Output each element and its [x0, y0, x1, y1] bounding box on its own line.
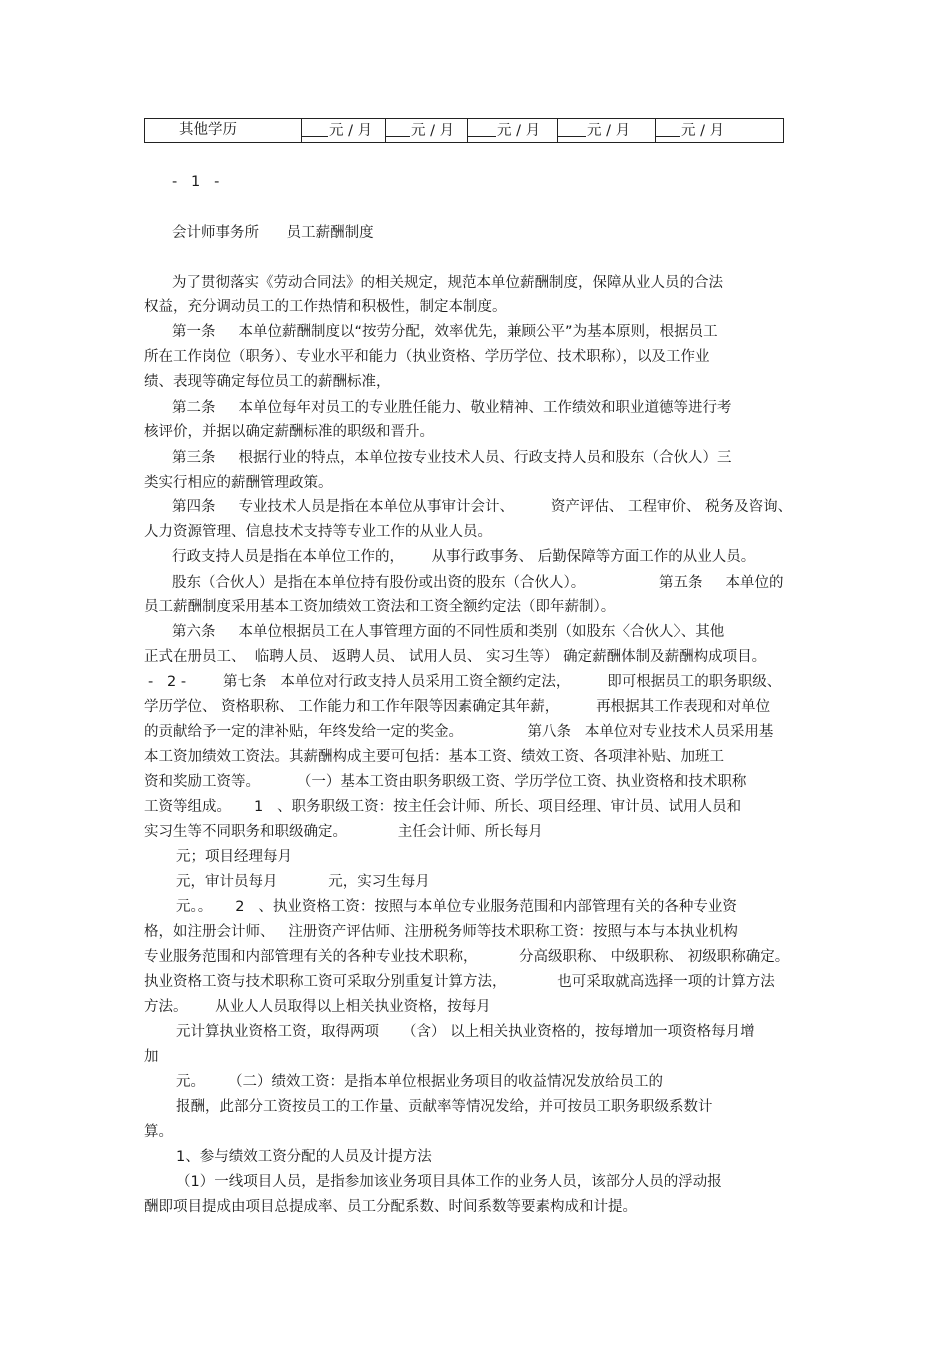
body-line: 正式在册员工、 临聘人员、 返聘人员、 试用人员、 实习生等） 确定薪酬体制及薪酬构成项目。	[144, 649, 767, 665]
body-line: 权益，充分调动员工的工作热情和积极性，制定本制度。	[144, 299, 507, 315]
table-cell-amount	[385, 119, 467, 142]
body-line: 元。。 2 、执业资格工资：按照与本单位专业服务范围和内部管理有关的各种专业资	[176, 899, 737, 915]
table-cell-amount	[655, 119, 783, 142]
body-line: 第六条 本单位根据员工在人事管理方面的不同性质和类别（如股东〈合伙人〉、其他	[172, 624, 725, 640]
page-number-1: - 1 -	[172, 174, 220, 190]
amount-unit: 元 / 月	[329, 123, 373, 139]
body-line: 方法。 从业人人员取得以上相关执业资格，按每月	[144, 999, 491, 1015]
amount-unit: 元 / 月	[681, 123, 725, 139]
body-line: 学历学位、 资格职称、 工作能力和工作年限等因素确定其年薪， 再根据其工作表现和对单位	[144, 699, 771, 715]
body-line: 本工资加绩效工资法。其薪酬构成主要可包括：基本工资、绩效工资、各项津补贴、加班工	[144, 749, 724, 765]
body-line: - 2 - 第七条 本单位对行政支持人员采用工资全额约定法， 即可根据员工的职务职级、	[148, 674, 782, 690]
amount-unit: 元 / 月	[587, 123, 631, 139]
body-line: 的贡献给予一定的津补贴，年终发给一定的奖金。 第八条 本单位对专业技术人员采用基	[144, 724, 774, 740]
body-line: 工资等组成。 1 、职务职级工资：按主任会计师、所长、项目经理、审计员、试用人员和	[144, 799, 742, 815]
body-line: 为了贯彻落实《劳动合同法》的相关规定，规范本单位薪酬制度，保障从业人员的合法	[172, 275, 723, 291]
body-line: 加	[144, 1049, 159, 1065]
body-line: 执业资格工资与技术职称工资可采取分别重复计算方法， 也可采取就高选择一项的计算方法	[144, 974, 775, 990]
body-line: 格，如注册会计师、 注册资产评估师、注册税务师等技术职称工资：按照与本与本执业机构	[144, 924, 738, 940]
body-line: 酬即项目提成由项目总提成率、员工分配系数、时间系数等要素构成和计提。	[144, 1199, 637, 1215]
table-cell-amount	[557, 119, 655, 142]
body-line: 所在工作岗位（职务）、专业水平和能力（执业资格、学历学位、技术职称），以及工作业	[144, 349, 710, 365]
amount-unit: 元 / 月	[411, 123, 455, 139]
body-line: 报酬，此部分工资按员工的工作量、贡献率等情况发给，并可按员工职务职级系数计	[176, 1099, 713, 1115]
body-line: 股东（合伙人）是指在本单位持有股份或出资的股东（合伙人）。 第五条 本单位的	[172, 575, 784, 591]
body-line: 绩、表现等确定每位员工的薪酬标准，	[144, 374, 391, 390]
body-line: 资和奖励工资等。 （一）基本工资由职务职级工资、学历学位工资、执业资格和技术职称	[144, 774, 747, 790]
body-line: 元；项目经理每月	[176, 849, 292, 865]
body-line: 第一条 本单位薪酬制度以“按劳分配，效率优先，兼顾公平”为基本原则，根据员工	[172, 324, 718, 340]
body-line: 核评价，并据以确定薪酬标准的职级和晋升。	[144, 424, 434, 440]
body-line: 第四条 专业技术人员是指在本单位从事审计会计、 资产评估、 工程审价、 税务及咨询、	[172, 499, 793, 515]
body-line: 1、参与绩效工资分配的人员及计提方法	[176, 1149, 432, 1165]
body-line: 元，审计员每月 元，实习生每月	[176, 874, 430, 890]
document-title: 会计师事务所 员工薪酬制度	[172, 225, 374, 241]
salary-table-row	[144, 118, 784, 143]
body-line: 第二条 本单位每年对员工的专业胜任能力、敬业精神、工作绩效和职业道德等进行考	[172, 400, 732, 416]
body-line: 员工薪酬制度采用基本工资加绩效工资法和工资全额约定法（即年薪制）。	[144, 599, 616, 615]
body-line: （1）一线项目人员，是指参加该业务项目具体工作的业务人员，该部分人员的浮动报	[176, 1174, 722, 1190]
body-line: 元。 （二）绩效工资：是指本单位根据业务项目的收益情况发放给员工的	[176, 1074, 664, 1090]
table-cell-amount	[301, 119, 385, 142]
body-line: 人力资源管理、信息技术支持等专业工作的从业人员。	[144, 524, 492, 540]
body-line: 第三条 根据行业的特点，本单位按专业技术人员、行政支持人员和股东（合伙人）三	[172, 450, 732, 466]
body-line: 元计算执业资格工资，取得两项 （含） 以上相关执业资格的，按每增加一项资格每月增	[176, 1024, 755, 1040]
body-line: 专业服务范围和内部管理有关的各种专业技术职称， 分高级职称、 中级职称、 初级职称确定。	[144, 949, 790, 965]
amount-unit: 元 / 月	[497, 123, 541, 139]
body-line: 算。	[144, 1124, 173, 1140]
table-cell-amount	[467, 119, 557, 142]
body-line: 类实行相应的薪酬管理政策。	[144, 475, 333, 491]
body-line: 实习生等不同职务和职级确定。 主任会计师、所长每月	[144, 824, 543, 840]
body-line: 行政支持人员是指在本单位工作的， 从事行政事务、 后勤保障等方面工作的从业人员。	[172, 549, 756, 565]
table-cell-label: 其他学历	[179, 122, 237, 138]
